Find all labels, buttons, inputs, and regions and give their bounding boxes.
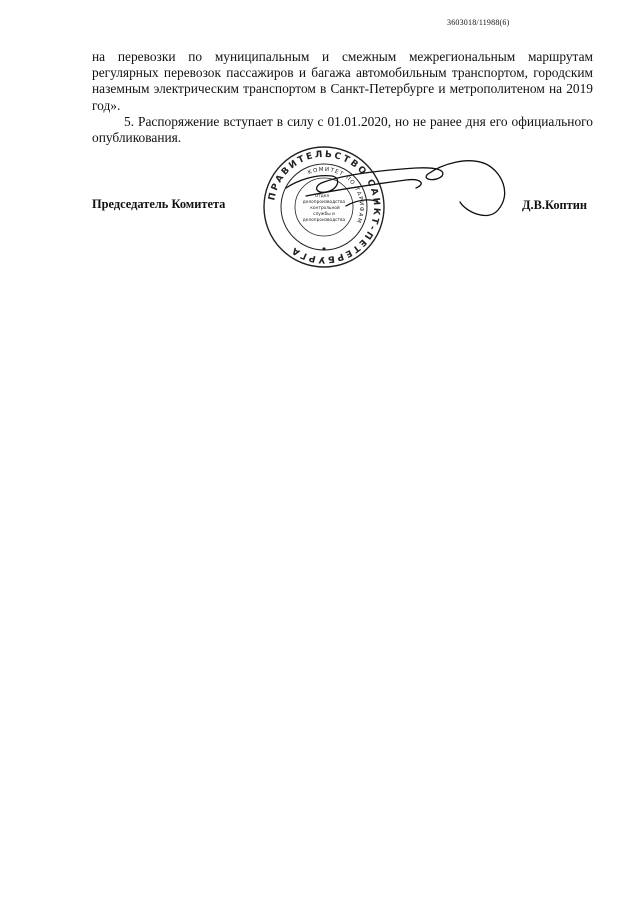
stamp-inner-line-1: Отдел <box>314 194 330 199</box>
stamp-outer-text: ПРАВИТЕЛЬСТВО САНКТ-ПЕТЕРБУРГА <box>267 149 382 265</box>
handwritten-signature <box>246 150 516 240</box>
stamp-inner-line-4: службы и <box>313 212 335 217</box>
stamp-inner-line-2: делопроизводства <box>302 200 346 205</box>
paragraph-5: 5. Распоряжение вступает в силу с 01.01.2020, но не ранее дня его официального опубликования. <box>92 113 593 146</box>
stamp-inner-line-5: делопроизводства <box>302 218 346 223</box>
stamp-inner-line-3: контрольной <box>310 206 340 211</box>
document-body <box>92 49 593 146</box>
signatory-name: Д.В.Коптин <box>522 198 588 212</box>
document-number: 3603018/11988(6) <box>447 18 510 27</box>
paragraph-continuation: на перевозки по муниципальным и смежным межрегиональным маршрутам регулярных перевозок пассажиров и багажа автомобильным транспортом, городским наземным электрическим транспортом в Санкт-Петербурге и метрополитеном на 2019 год». <box>92 49 593 113</box>
stamp-middle-text: КОМИТЕТ ПО ТАРИФАМ <box>307 166 365 225</box>
signatory-position: Председатель Комитета <box>92 197 226 211</box>
